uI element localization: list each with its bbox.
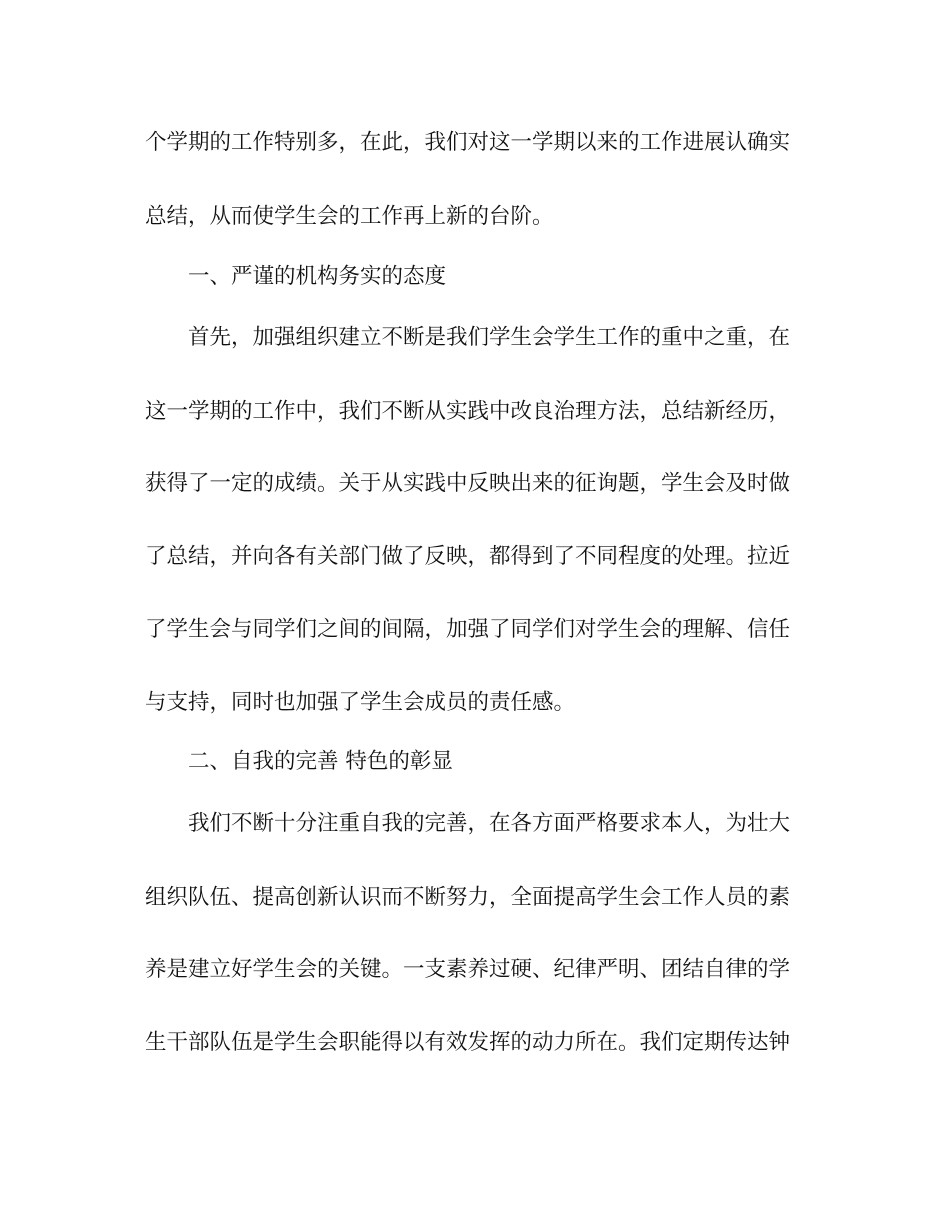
paragraph-line: 个学期的工作特别多，在此，我们对这一学期以来的工作进展认确实 — [145, 130, 791, 155]
section-heading-1: 一、严谨的机构务实的态度 — [188, 264, 447, 289]
paragraph-line: 这一学期的工作中，我们不断从实践中改良治理方法，总结新经历， — [145, 399, 791, 424]
section-heading-2: 二、自我的完善 特色的彰显 — [188, 749, 453, 774]
paragraph-line: 与支持，同时也加强了学生会成员的责任感。 — [145, 690, 576, 715]
paragraph-line: 获得了一定的成绩。关于从实践中反映出来的征询题，学生会及时做 — [145, 471, 791, 496]
paragraph-line: 养是建立好学生会的关键。一支素养过硬、纪律严明、团结自律的学 — [145, 957, 791, 982]
paragraph-line: 首先，加强组织建立不断是我们学生会学生工作的重中之重，在 — [188, 325, 791, 350]
paragraph-line: 我们不断十分注重自我的完善，在各方面严格要求本人，为壮大 — [188, 811, 791, 836]
paragraph-line: 总结，从而使学生会的工作再上新的台阶。 — [145, 204, 554, 229]
paragraph-line: 组织队伍、提高创新认识而不断努力，全面提高学生会工作人员的素 — [145, 885, 791, 910]
paragraph-line: 了学生会与同学们之间的间隔，加强了同学们对学生会的理解、信任 — [145, 617, 791, 642]
paragraph-line: 了总结，并向各有关部门做了反映，都得到了不同程度的处理。拉近 — [145, 544, 791, 569]
paragraph-line: 生干部队伍是学生会职能得以有效发挥的动力所在。我们定期传达钟 — [145, 1030, 791, 1055]
